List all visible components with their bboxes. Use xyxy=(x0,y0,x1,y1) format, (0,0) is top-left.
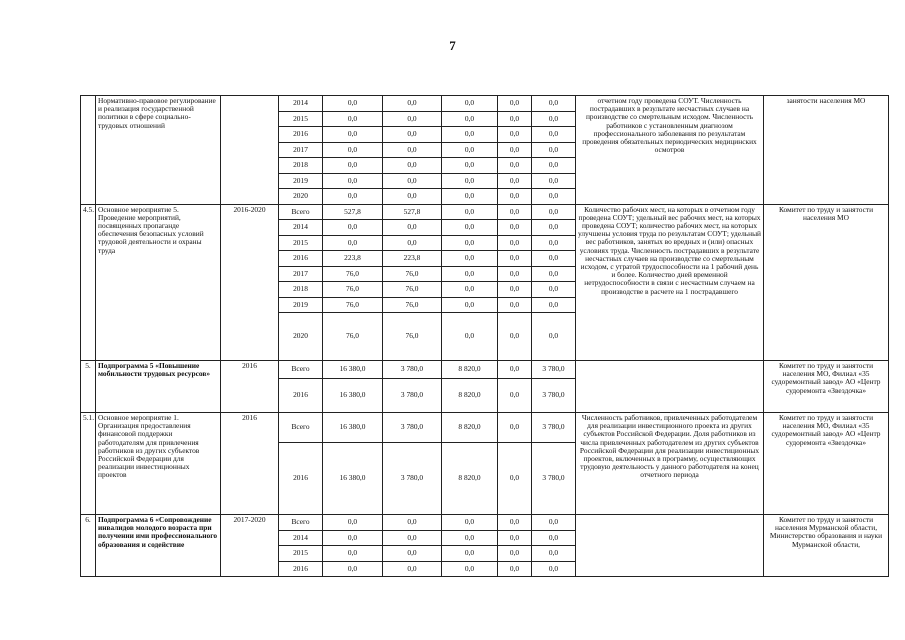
amount-cell: 0,0 xyxy=(442,173,498,189)
amount-cell: 0,0 xyxy=(442,266,498,282)
amount-cell: 0,0 xyxy=(532,313,576,361)
year-cell: 2016 xyxy=(279,561,323,577)
expected-result: отчетном году проведена СОУТ. Численность пострадавших в результате несчастных случаев на производстве со смертельным исходом. Численность работников с установленным диагнозом профессионального заболевания по результатам проведения обязательных периодических медицинских осмотров xyxy=(576,96,764,205)
amount-cell: 0,0 xyxy=(498,530,532,546)
amount-cell: 76,0 xyxy=(383,282,442,298)
amount-cell: 0,0 xyxy=(442,127,498,143)
amount-cell: 0,0 xyxy=(498,158,532,174)
row-number: 4.5. xyxy=(81,204,96,361)
executor: Комитет по труду и занятости населения Мурманской области, Министерство образования и науки Мурманской области, xyxy=(764,515,889,577)
amount-cell: 0,0 xyxy=(323,546,383,562)
year-cell: Всего xyxy=(279,361,323,379)
row-number xyxy=(81,96,96,205)
year-cell: Всего xyxy=(279,413,323,443)
amount-cell: 0,0 xyxy=(442,530,498,546)
executor: Комитет по труду и занятости населения МО, Филиал «35 судоремонтный завод» АО «Центр судоремонта «Звездочка» xyxy=(764,413,889,515)
amount-cell: 0,0 xyxy=(383,220,442,236)
year-cell: 2014 xyxy=(279,96,323,112)
amount-cell: 0,0 xyxy=(532,142,576,158)
year-cell: 2020 xyxy=(279,313,323,361)
amount-cell: 0,0 xyxy=(442,561,498,577)
amount-cell: 0,0 xyxy=(442,515,498,531)
amount-cell: 0,0 xyxy=(532,546,576,562)
amount-cell: 223,8 xyxy=(383,251,442,267)
amount-cell: 16 380,0 xyxy=(323,361,383,379)
amount-cell: 3 780,0 xyxy=(383,361,442,379)
amount-cell: 0,0 xyxy=(383,546,442,562)
amount-cell: 0,0 xyxy=(323,111,383,127)
amount-cell: 0,0 xyxy=(498,96,532,112)
amount-cell: 0,0 xyxy=(383,561,442,577)
amount-cell: 8 820,0 xyxy=(442,413,498,443)
amount-cell: 3 780,0 xyxy=(532,413,576,443)
amount-cell: 0,0 xyxy=(498,361,532,379)
amount-cell: 0,0 xyxy=(442,189,498,205)
amount-cell: 0,0 xyxy=(442,220,498,236)
table-row xyxy=(81,361,889,379)
period xyxy=(221,96,279,205)
amount-cell: 0,0 xyxy=(532,282,576,298)
expected-result xyxy=(576,515,764,577)
amount-cell: 0,0 xyxy=(442,313,498,361)
amount-cell: 0,0 xyxy=(323,127,383,143)
amount-cell: 0,0 xyxy=(442,142,498,158)
table-row xyxy=(81,204,889,220)
amount-cell: 76,0 xyxy=(323,266,383,282)
amount-cell: 0,0 xyxy=(532,189,576,205)
amount-cell: 0,0 xyxy=(442,235,498,251)
amount-cell: 527,8 xyxy=(383,204,442,220)
activity-name: Основное мероприятие 1. Организация предоставления финансовой поддержки работодателям для привлечения работников из других субъектов Российской Федерации для реализации инвестиционных проектов xyxy=(96,413,221,515)
table-row xyxy=(81,96,889,112)
amount-cell: 223,8 xyxy=(323,251,383,267)
year-cell: Всего xyxy=(279,204,323,220)
amount-cell: 0,0 xyxy=(323,189,383,205)
amount-cell: 0,0 xyxy=(383,142,442,158)
program-table xyxy=(80,95,889,577)
year-cell: 2015 xyxy=(279,235,323,251)
activity-name: Основное мероприятие 5. Проведение мероприятий, посвященных пропаганде обеспечения безопасных условий трудовой деятельности и охраны труда xyxy=(96,204,221,361)
amount-cell: 0,0 xyxy=(442,158,498,174)
year-cell: 2016 xyxy=(279,127,323,143)
amount-cell: 0,0 xyxy=(442,297,498,313)
executor: занятости населения МО xyxy=(764,96,889,205)
executor: Комитет по труду и занятости населения МО xyxy=(764,204,889,361)
amount-cell: 0,0 xyxy=(442,282,498,298)
amount-cell: 0,0 xyxy=(532,297,576,313)
amount-cell: 16 380,0 xyxy=(323,413,383,443)
executor: Комитет по труду и занятости населения МО, Филиал «35 судоремонтный завод» АО «Центр судоремонта «Звездочка» xyxy=(764,361,889,413)
amount-cell: 0,0 xyxy=(323,220,383,236)
amount-cell: 0,0 xyxy=(323,173,383,189)
amount-cell: 0,0 xyxy=(498,220,532,236)
activity-name: Подпрограмма 5 «Повышение мобильности трудовых ресурсов» xyxy=(96,361,221,413)
amount-cell: 8 820,0 xyxy=(442,443,498,515)
row-number: 5.1. xyxy=(81,413,96,515)
amount-cell: 0,0 xyxy=(532,530,576,546)
amount-cell: 16 380,0 xyxy=(323,379,383,413)
year-cell: 2015 xyxy=(279,546,323,562)
amount-cell: 0,0 xyxy=(498,379,532,413)
amount-cell: 0,0 xyxy=(532,235,576,251)
amount-cell: 0,0 xyxy=(383,530,442,546)
period: 2016 xyxy=(221,413,279,515)
amount-cell: 0,0 xyxy=(498,235,532,251)
year-cell: 2015 xyxy=(279,111,323,127)
table-row xyxy=(81,413,889,443)
amount-cell: 8 820,0 xyxy=(442,379,498,413)
amount-cell: 0,0 xyxy=(442,96,498,112)
amount-cell: 3 780,0 xyxy=(383,443,442,515)
amount-cell: 0,0 xyxy=(323,561,383,577)
activity-name: Нормативно-правовое регулирование и реализация государственной политики в сфере социально-трудовых отношений xyxy=(96,96,221,205)
year-cell: 2019 xyxy=(279,173,323,189)
amount-cell: 3 780,0 xyxy=(383,413,442,443)
amount-cell: 0,0 xyxy=(532,515,576,531)
year-cell: 2016 xyxy=(279,251,323,267)
amount-cell: 3 780,0 xyxy=(532,361,576,379)
amount-cell: 0,0 xyxy=(498,313,532,361)
amount-cell: 16 380,0 xyxy=(323,443,383,515)
amount-cell: 76,0 xyxy=(323,297,383,313)
amount-cell: 0,0 xyxy=(498,413,532,443)
amount-cell: 76,0 xyxy=(383,266,442,282)
period: 2016 xyxy=(221,361,279,413)
amount-cell: 8 820,0 xyxy=(442,361,498,379)
year-cell: 2020 xyxy=(279,189,323,205)
table-row xyxy=(81,515,889,531)
amount-cell: 0,0 xyxy=(498,297,532,313)
row-number: 5. xyxy=(81,361,96,413)
amount-cell: 0,0 xyxy=(498,515,532,531)
amount-cell: 0,0 xyxy=(532,111,576,127)
amount-cell: 0,0 xyxy=(442,251,498,267)
year-cell: 2019 xyxy=(279,297,323,313)
amount-cell: 0,0 xyxy=(532,96,576,112)
amount-cell: 0,0 xyxy=(498,266,532,282)
year-cell: 2014 xyxy=(279,220,323,236)
amount-cell: 0,0 xyxy=(498,546,532,562)
amount-cell: 0,0 xyxy=(323,142,383,158)
amount-cell: 0,0 xyxy=(498,173,532,189)
expected-result xyxy=(576,361,764,413)
page-number: 7 xyxy=(449,38,456,53)
year-cell: Всего xyxy=(279,515,323,531)
amount-cell: 0,0 xyxy=(442,204,498,220)
amount-cell: 0,0 xyxy=(442,546,498,562)
year-cell: 2018 xyxy=(279,282,323,298)
amount-cell: 0,0 xyxy=(498,189,532,205)
amount-cell: 0,0 xyxy=(383,127,442,143)
amount-cell: 0,0 xyxy=(498,142,532,158)
year-cell: 2017 xyxy=(279,266,323,282)
amount-cell: 0,0 xyxy=(532,204,576,220)
amount-cell: 0,0 xyxy=(383,158,442,174)
expected-result: Численность работников, привлеченных работодателем для реализации инвестиционного проекта из других субъектов Российской Федерации. Доля работников из числа привлеченных работодателем из других субъектов Российской Федерации для реализации инвестиционных проектов, включенных в программу, осуществляющих трудовую деятельность у данного работодателя на конец отчетного периода xyxy=(576,413,764,515)
period: 2016-2020 xyxy=(221,204,279,361)
amount-cell: 0,0 xyxy=(383,235,442,251)
year-cell: 2016 xyxy=(279,443,323,515)
amount-cell: 0,0 xyxy=(532,158,576,174)
year-cell: 2017 xyxy=(279,142,323,158)
amount-cell: 0,0 xyxy=(532,220,576,236)
amount-cell: 76,0 xyxy=(383,297,442,313)
amount-cell: 0,0 xyxy=(532,127,576,143)
activity-name: Подпрограмма 6 «Сопровождение инвалидов молодого возраста при получении ими профессионального образования и содействие xyxy=(96,515,221,577)
amount-cell: 0,0 xyxy=(498,282,532,298)
amount-cell: 0,0 xyxy=(498,111,532,127)
amount-cell: 0,0 xyxy=(383,111,442,127)
amount-cell: 76,0 xyxy=(383,313,442,361)
amount-cell: 0,0 xyxy=(323,515,383,531)
amount-cell: 0,0 xyxy=(323,235,383,251)
amount-cell: 0,0 xyxy=(383,173,442,189)
amount-cell: 0,0 xyxy=(498,127,532,143)
amount-cell: 3 780,0 xyxy=(532,443,576,515)
amount-cell: 0,0 xyxy=(532,251,576,267)
amount-cell: 0,0 xyxy=(323,158,383,174)
amount-cell: 0,0 xyxy=(532,173,576,189)
amount-cell: 76,0 xyxy=(323,313,383,361)
amount-cell: 0,0 xyxy=(498,443,532,515)
amount-cell: 0,0 xyxy=(498,204,532,220)
amount-cell: 0,0 xyxy=(498,251,532,267)
amount-cell: 0,0 xyxy=(442,111,498,127)
period: 2017-2020 xyxy=(221,515,279,577)
amount-cell: 0,0 xyxy=(383,189,442,205)
year-cell: 2014 xyxy=(279,530,323,546)
amount-cell: 3 780,0 xyxy=(383,379,442,413)
amount-cell: 0,0 xyxy=(323,530,383,546)
amount-cell: 0,0 xyxy=(532,266,576,282)
row-number: 6. xyxy=(81,515,96,577)
amount-cell: 3 780,0 xyxy=(532,379,576,413)
amount-cell: 0,0 xyxy=(532,561,576,577)
amount-cell: 527,8 xyxy=(323,204,383,220)
year-cell: 2016 xyxy=(279,379,323,413)
amount-cell: 0,0 xyxy=(383,96,442,112)
amount-cell: 0,0 xyxy=(323,96,383,112)
amount-cell: 76,0 xyxy=(323,282,383,298)
year-cell: 2018 xyxy=(279,158,323,174)
amount-cell: 0,0 xyxy=(383,515,442,531)
expected-result: Количество рабочих мест, на которых в отчетном году проведена СОУТ; удельный вес рабочих мест, на которых проведена СОУТ; количество рабочих мест, на которых улучшены условия труда по результатам СОУТ; удельный вес работников, занятых во вредных и (или) опасных условиях труда. Численность пострадавших в результате несчастных случаев на производстве со смертельным исходом, с утратой трудоспособности на 1 рабочий день и более. Количество дней временной нетрудоспособности в связи с несчастным случаем на производстве в расчете на 1 пострадавшего xyxy=(576,204,764,361)
amount-cell: 0,0 xyxy=(498,561,532,577)
